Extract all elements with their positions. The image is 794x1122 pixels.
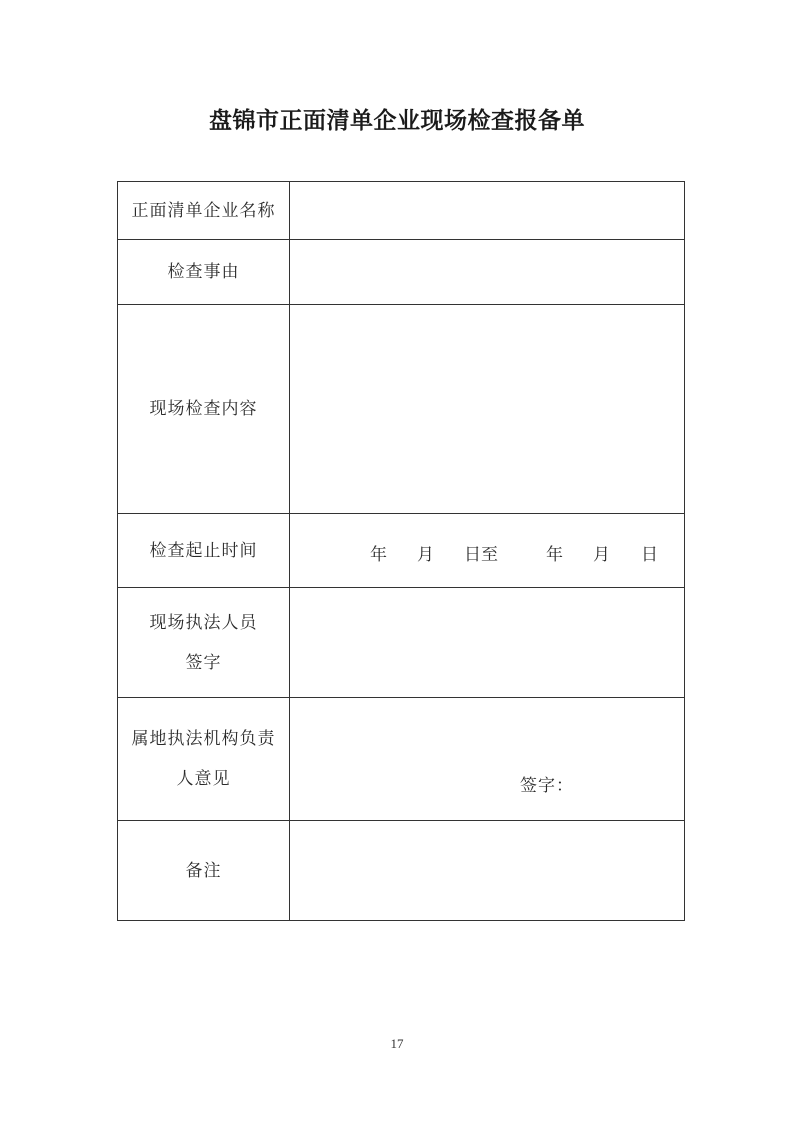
inspection-content-label: 现场检查内容 xyxy=(118,305,290,514)
inspection-reason-label: 检查事由 xyxy=(118,240,290,305)
officer-signature-label xyxy=(118,588,290,698)
page-number: 17 xyxy=(390,1036,404,1051)
form-row-officer-signature xyxy=(118,588,685,698)
officer-signature-field[interactable] xyxy=(290,588,685,698)
authority-opinion-label-line1: 属地执法机构负责 xyxy=(131,729,276,749)
form-row-company-name xyxy=(118,182,685,240)
form-row-inspection-content xyxy=(118,305,685,514)
date-range xyxy=(290,536,684,566)
start-day-to-unit: 日至 xyxy=(464,544,498,565)
inspection-report-form xyxy=(117,181,685,921)
remarks-field[interactable] xyxy=(290,821,685,921)
inspection-period-field[interactable] xyxy=(290,514,685,588)
company-name-label: 正面清单企业名称 xyxy=(118,182,290,240)
officer-signature-label-line1: 现场执法人员 xyxy=(149,612,258,633)
authority-opinion-field[interactable] xyxy=(290,698,685,821)
remarks-label: 备注 xyxy=(118,821,290,921)
form-row-authority-opinion xyxy=(118,698,685,821)
authority-opinion-label xyxy=(118,698,290,821)
start-month-unit: 月 xyxy=(417,544,434,565)
officer-signature-label-line2: 签字 xyxy=(185,652,222,673)
end-day-unit: 日 xyxy=(641,544,658,565)
end-month-unit: 月 xyxy=(593,544,610,565)
inspection-content-field[interactable] xyxy=(290,305,685,514)
inspection-period-label: 检查起止时间 xyxy=(118,514,290,588)
end-year-unit: 年 xyxy=(546,544,563,565)
authority-opinion-label-line2: 人意见 xyxy=(176,769,231,789)
company-name-field[interactable] xyxy=(290,182,685,240)
signature-label: 签字： xyxy=(520,776,574,796)
form-row-remarks xyxy=(118,821,685,921)
form-title: 盘锦市正面清单企业现场检查报备单 xyxy=(209,108,585,134)
form-row-inspection-period xyxy=(118,514,685,588)
form-row-inspection-reason xyxy=(118,240,685,305)
start-year-unit: 年 xyxy=(370,544,387,565)
inspection-reason-field[interactable] xyxy=(290,240,685,305)
